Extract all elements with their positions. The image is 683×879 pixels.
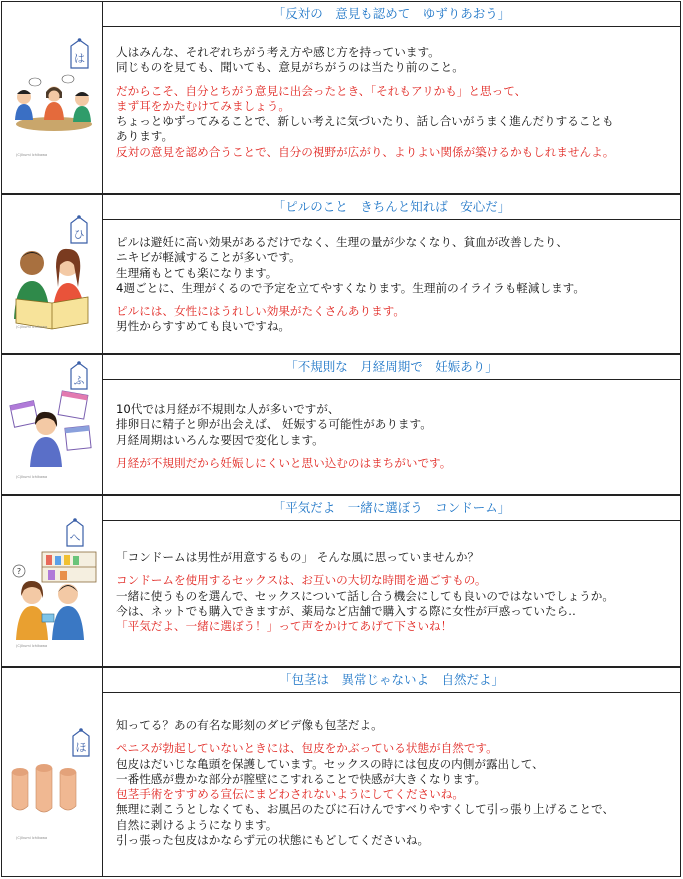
card-body <box>103 355 680 494</box>
illustration-panel <box>2 355 103 494</box>
highlight-line: ペニスが勃起していないときには、包皮をかぶっている状態が自然です。 <box>116 741 498 756</box>
text-line: 月経周期はいろんな要因で変化します。 <box>116 432 324 447</box>
text-line: 今は、ネットでも購入できますが、薬局など店舗で購入する際に女性が戸惑っていたら‥ <box>116 603 576 618</box>
illustration-panel <box>2 195 103 353</box>
card-title: 「不規則な 月経周期で 妊娠あり」 <box>103 355 680 380</box>
text-line: 男性からすすめても良いですね。 <box>116 319 291 334</box>
text-line: 生理痛もとても楽になります。 <box>116 265 278 280</box>
card-ha <box>1 1 681 194</box>
card-body <box>103 2 680 193</box>
text-line: 引っ張った包皮はかならず元の状態にもどしてくださいね。 <box>116 833 430 848</box>
illustration-panel <box>2 2 103 193</box>
text-line: 包皮はだいじな亀頭を保護しています。セックスの時には包皮の内側が露出して、 <box>116 756 544 771</box>
text-line: あります。 <box>116 129 174 144</box>
kana-letter: へ <box>69 531 81 544</box>
card-text <box>103 220 680 335</box>
kana-badge <box>71 361 87 389</box>
illustration-credit: (C)Ikumi Ichikawa <box>16 153 48 157</box>
card-title: 「ピルのこと きちんと知れば 安心だ」 <box>103 195 680 220</box>
text-line: 知ってる？あの有名な彫刻のダビデ像も包茎だよ。 <box>116 718 383 732</box>
illustration-credit: (C)Ikumi Ichikawa <box>16 325 48 329</box>
card-text <box>103 521 680 634</box>
text-line: 無理に剥こうとしなくても、お風呂のたびに石けんですべりやすくして引っ張り上げることで、 <box>116 802 615 817</box>
kana-letter: は <box>74 52 85 65</box>
card-body <box>103 496 680 666</box>
card-title: 「包茎は 異常じゃないよ 自然だよ」 <box>103 668 680 693</box>
card-text <box>103 380 680 471</box>
illustration-credit: (C)Ikumi Ichikawa <box>16 475 48 479</box>
highlight-line: まず耳をかたむけてみましょう。 <box>116 98 290 113</box>
highlight-line: ピルには、女性にはうれしい効果がたくさんあります。 <box>116 304 405 319</box>
text-line: 4週ごとに、生理がくるので予定を立てやすくなります。生理前のイライラも軽減します。 <box>116 280 585 295</box>
text-line: 自然に剥けるようになります。 <box>116 817 278 832</box>
svg-text:?: ? <box>16 567 22 576</box>
card-he <box>1 495 681 667</box>
text-line: 人はみんな、それぞれちがう考え方や感じ方を持っています。 <box>116 45 440 59</box>
illustration-panel <box>2 668 103 876</box>
highlight-line: 月経が不規則だから妊娠しにくいと思い込むのはまちがいです。 <box>116 455 452 470</box>
text-line: 同じものを見ても、聞いても、意見がちがうのは当たり前のこと。 <box>116 60 464 75</box>
highlight-line: 「平気だよ、一緒に選ぼう！」って声をかけてあげて下さいね！ <box>116 619 453 634</box>
illustration-panel <box>2 496 103 666</box>
kana-badge <box>67 518 83 546</box>
text-line: 一番性感が豊かな部分が膣壁にこすれることで快感が大きくなります。 <box>116 771 487 786</box>
card-fu <box>1 354 681 495</box>
kana-badge <box>73 728 89 756</box>
kana-letter: ほ <box>75 741 87 754</box>
text-line: 一緒に使うものを選んで、セックスについて話し合う機会にしても良いのではないでしょうか。 <box>116 588 614 603</box>
anatomy-illustration <box>2 668 102 877</box>
highlight-line: だからこそ、自分とちがう意見に出会ったとき、「それもアリかも」と思って、 <box>116 83 527 98</box>
card-hi <box>1 194 681 354</box>
couple-reading-illustration <box>2 195 102 354</box>
card-title: 「平気だよ 一緒に選ぼう コンドーム」 <box>103 496 680 521</box>
illustration-credit: (C)Ikumi Ichikawa <box>16 644 48 648</box>
kana-badge <box>71 38 88 68</box>
text-line: ピルは避妊に高い効果があるだけでなく、生理の量が少なくなり、貧血が改善したり、 <box>116 235 568 249</box>
card-text <box>103 27 680 160</box>
card-body <box>103 195 680 353</box>
calendar-illustration <box>2 355 102 495</box>
text-line: 「コンドームは男性が用意するもの」 そんな風に思っていませんか？ <box>116 550 480 564</box>
text-line: ちょっとゆずってみることで、新しい考えに気づいたり、話し合いがうまく進んだりすることも <box>116 114 614 129</box>
card-ho <box>1 667 681 877</box>
highlight-line: コンドームを使用するセックスは、お互いの大切な時間を過ごすもの。 <box>116 573 487 588</box>
highlight-line: 包茎手術をすすめる宣伝にまどわされないようにしてくださいね。 <box>116 787 464 802</box>
text-line: 10代では月経が不規則な人が多いですが、 <box>116 402 340 416</box>
text-line: ニキビが軽減することが多いです。 <box>116 250 301 265</box>
card-text <box>103 693 680 848</box>
illustration-credit: (C)Ikumi Ichikawa <box>16 836 48 840</box>
card-title: 「反対の 意見も認めて ゆずりあおう」 <box>103 2 680 27</box>
card-body <box>103 668 680 876</box>
pharmacy-illustration <box>2 496 102 667</box>
kana-letter: ひ <box>73 228 85 241</box>
text-line: 排卵日に精子と卵が出会えば、 妊娠する可能性があります。 <box>116 417 432 432</box>
highlight-line: 反対の意見を認め合うことで、自分の視野が広がり、よりよい関係が築けるかもしれませんよ。 <box>116 144 615 159</box>
discussion-illustration <box>2 2 102 194</box>
kana-letter: ふ <box>73 374 85 387</box>
kana-badge <box>71 215 87 243</box>
